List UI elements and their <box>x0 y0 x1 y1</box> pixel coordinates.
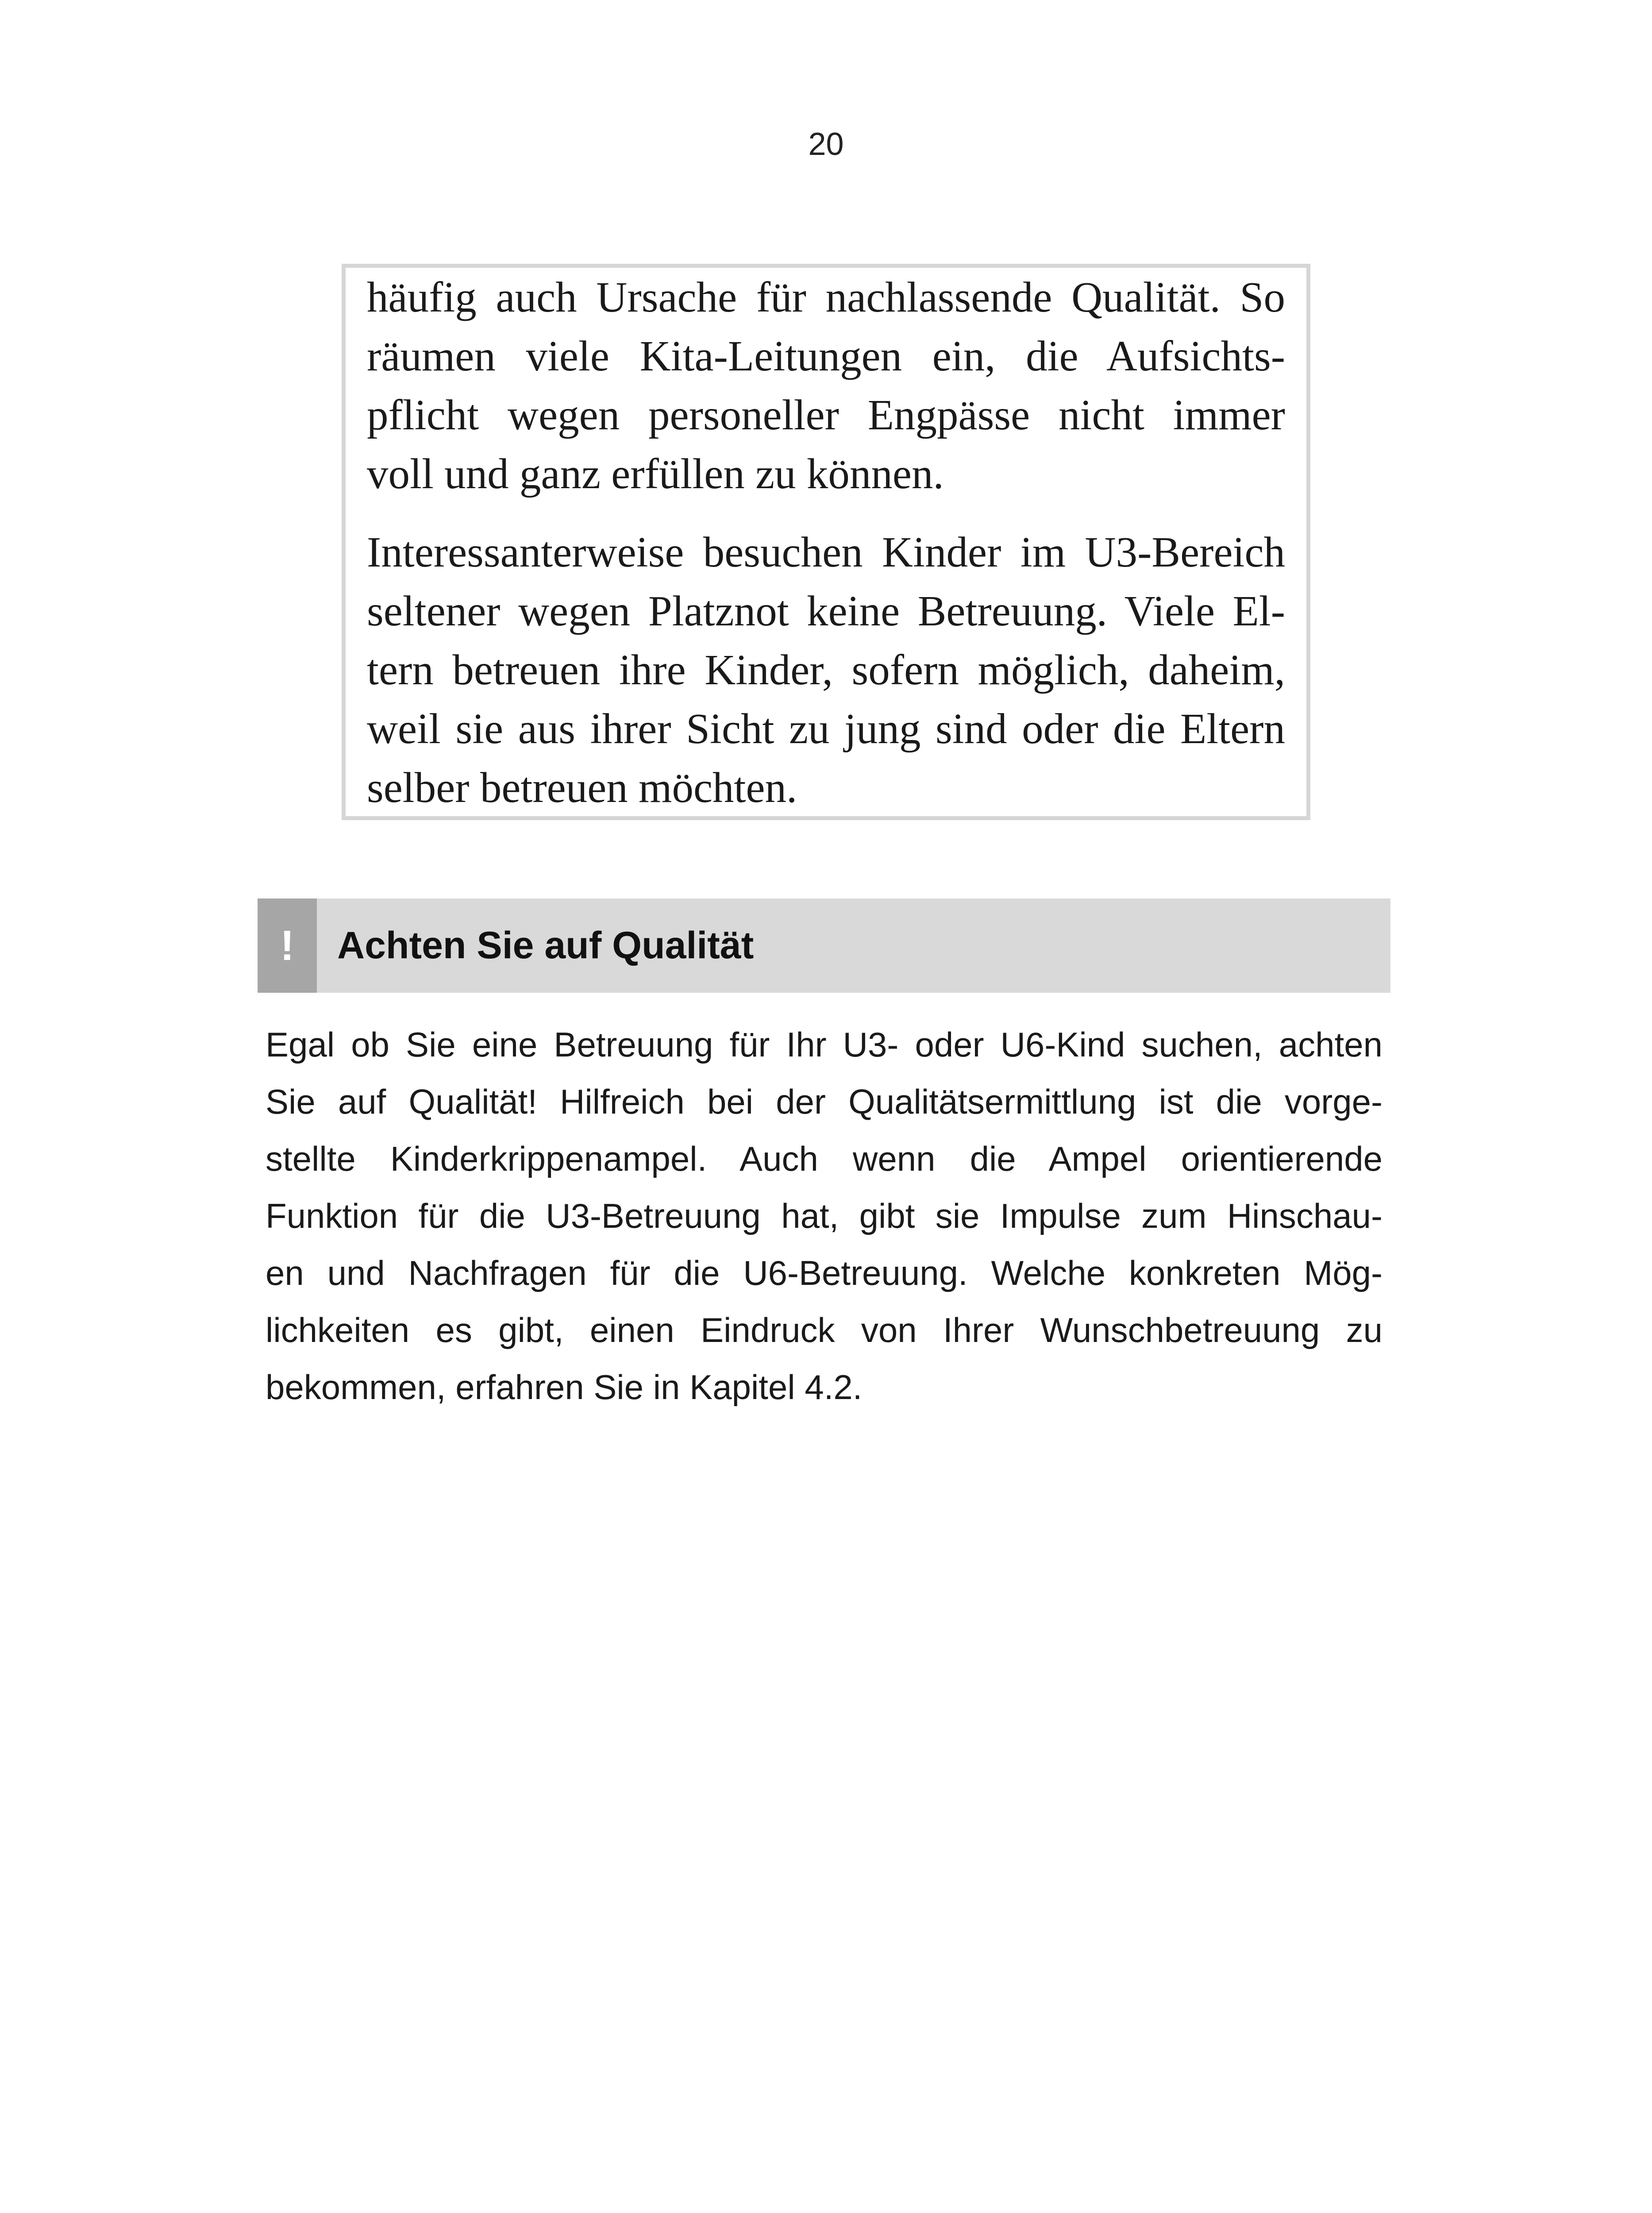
quote-line: Interessanterweise besuchen Kinder im U3-Bereich <box>367 528 1285 576</box>
quote-line: häufig auch Ursache für nachlassende Qualität. So <box>367 274 1285 321</box>
body-line: stellte Kinderkrippenampel. Auch wenn die Ampel orientierende <box>266 1139 1382 1178</box>
callout-title: Achten Sie auf Qualität <box>337 924 754 967</box>
body-line: en und Nachfragen für die U6-Betreuung. Welche konkreten Mög- <box>266 1253 1382 1292</box>
quote-line: seltener wegen Platznot keine Betreuung. Viele El- <box>367 587 1285 635</box>
body-line: lichkeiten es gibt, einen Eindruck von Ihrer Wunschbetreuung zu <box>266 1311 1382 1349</box>
quote-line: voll und ganz erfüllen zu können. <box>367 450 944 497</box>
body-line: Funktion für die U3-Betreuung hat, gibt sie Impulse zum Hinschau- <box>266 1196 1382 1235</box>
quote-line: räumen viele Kita-Leitungen ein, die Aufsichts- <box>367 332 1285 380</box>
exclamation-icon: ! <box>258 898 317 993</box>
quote-line: weil sie aus ihrer Sicht zu jung sind oder die Eltern <box>367 705 1285 752</box>
quote-line: selber betreuen möchten. <box>367 764 797 811</box>
body-line: Egal ob Sie eine Betreuung für Ihr U3- oder U6-Kind suchen, achten <box>266 1025 1382 1064</box>
quote-box <box>342 264 1310 820</box>
quote-line: tern betreuen ihre Kinder, sofern möglich, daheim, <box>367 646 1285 694</box>
callout-header <box>258 898 1390 993</box>
body-line: Sie auf Qualität! Hilfreich bei der Qualitätsermittlung ist die vorge- <box>266 1082 1382 1121</box>
quote-line: pflicht wegen personeller Engpässe nicht immer <box>367 391 1285 439</box>
quote-paragraph-2 <box>367 523 1285 817</box>
quote-paragraph-1 <box>367 268 1285 503</box>
page-number: 20 <box>808 127 844 162</box>
body-paragraph <box>266 1016 1382 1416</box>
body-line: bekommen, erfahren Sie in Kapitel 4.2. <box>266 1368 863 1407</box>
